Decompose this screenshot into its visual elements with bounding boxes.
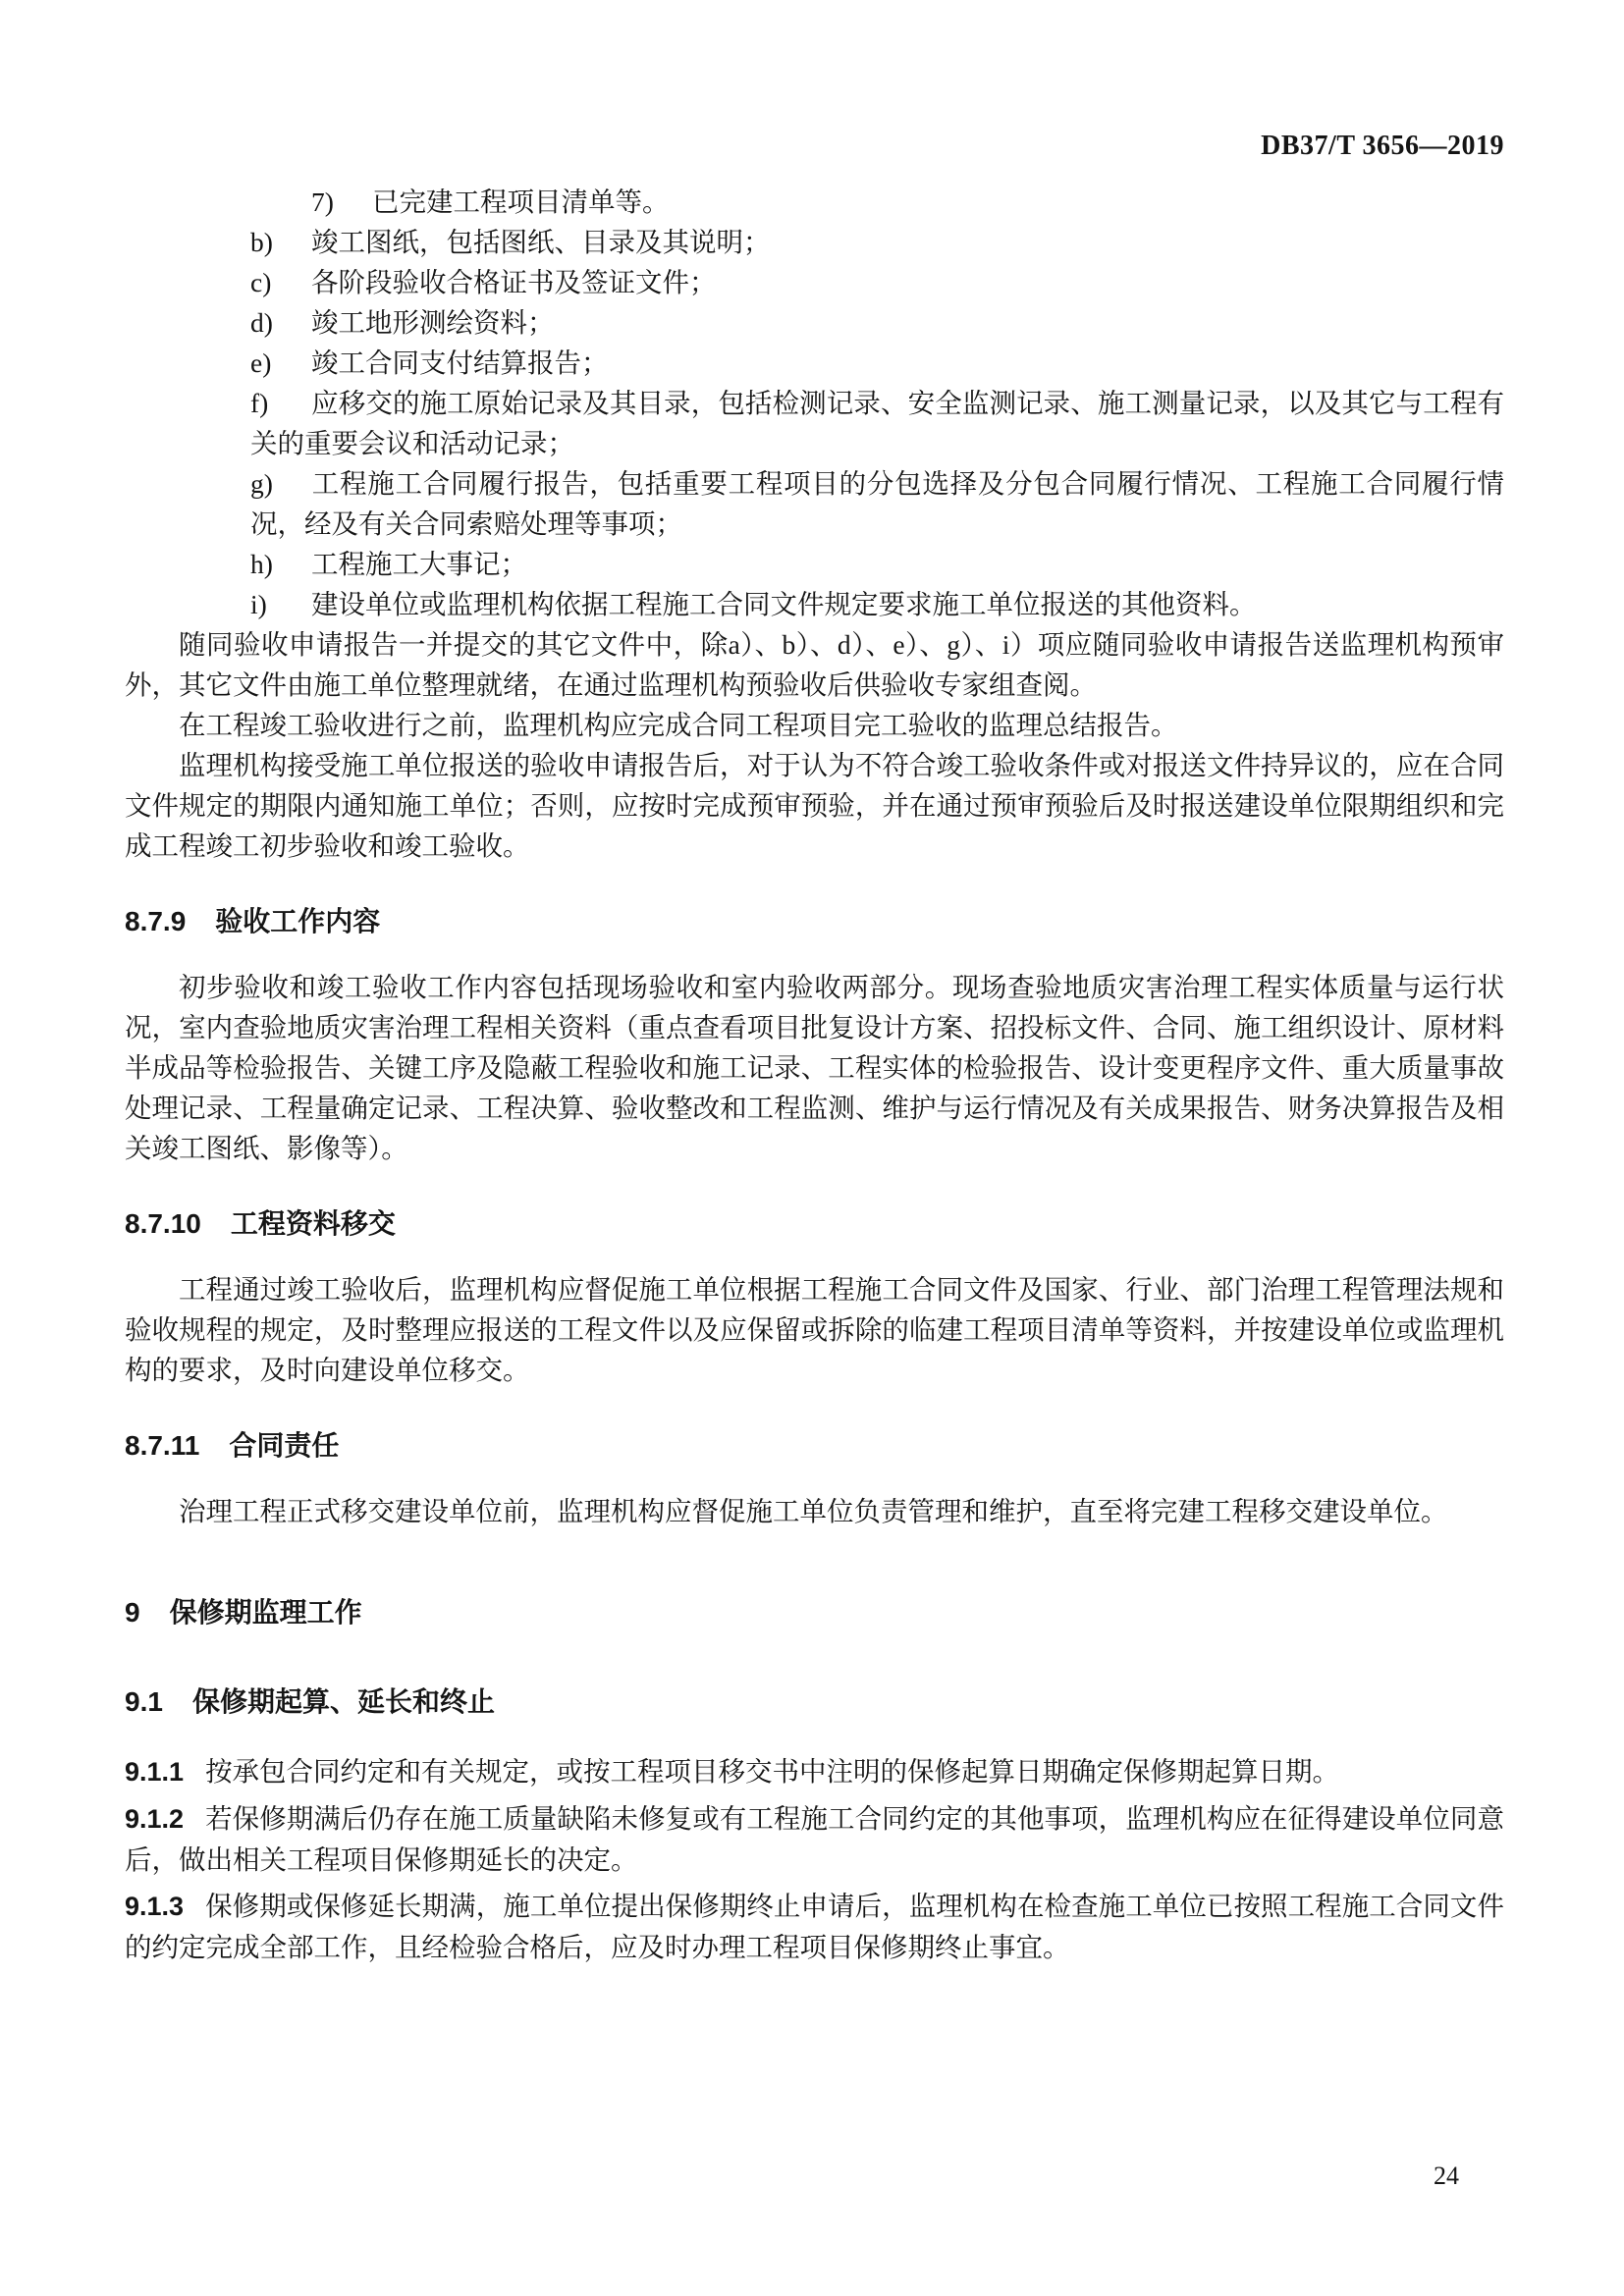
paragraph: 工程通过竣工验收后，监理机构应督促施工单位根据工程施工合同文件及国家、行业、部门治理工程管理法规和验收规程的规定，及时整理应报送的工程文件以及应保留或拆除的临建工程项目清单等资料，并按建设单位或监理机构的要求，及时向建设单位移交。 xyxy=(125,1274,1504,1385)
list-item-label: d) xyxy=(250,307,273,338)
list-item-text: 建设单位或监理机构依据工程施工合同文件规定要求施工单位报送的其他资料。 xyxy=(311,589,1257,619)
clause-text: 若保修期满后仍存在施工质量缺陷未修复或有工程施工合同约定的其他事项，监理机构应在征得建设单位同意后，做出相关工程项目保修期延长的决定。 xyxy=(125,1803,1504,1875)
section-number: 9.1 xyxy=(125,1686,163,1717)
list-item xyxy=(125,262,1504,302)
page-number: 24 xyxy=(1434,2162,1459,2190)
doc-code: DB37/T 3656—2019 xyxy=(1261,131,1504,161)
section-title: 合同责任 xyxy=(229,1430,340,1461)
list-item-label: e) xyxy=(250,347,272,378)
section-title: 工程资料移交 xyxy=(230,1208,396,1239)
list-item xyxy=(125,222,1504,262)
section-heading-8-7-10 xyxy=(125,1203,1504,1244)
list-item-text: 竣工图纸，包括图纸、目录及其说明； xyxy=(311,227,771,257)
list-item-text: 工程施工大事记； xyxy=(311,549,527,579)
list-item-text: 应移交的施工原始记录及其目录，包括检测记录、安全监测记录、施工测量记录，以及其它与工程有关的重要会议和活动记录； xyxy=(250,388,1504,458)
section-heading-8-7-11 xyxy=(125,1425,1504,1466)
paragraph: 在工程竣工验收进行之前，监理机构应完成合同工程项目完工验收的监理总结报告。 xyxy=(179,710,1178,740)
list-item-text: 已完建工程项目清单等。 xyxy=(372,187,670,217)
list-item xyxy=(125,584,1504,624)
list-item xyxy=(125,383,1504,463)
list-item-label: g) xyxy=(250,468,273,499)
list-item-text: 竣工合同支付结算报告； xyxy=(311,347,609,378)
clause-9-1-3 xyxy=(125,1886,1504,1967)
list-item-label: 7) xyxy=(311,187,334,217)
clause-9-1-1 xyxy=(125,1751,1504,1792)
clause-number: 9.1.1 xyxy=(125,1757,185,1787)
section-heading-9-1 xyxy=(125,1682,1504,1722)
paragraph: 初步验收和竣工验收工作内容包括现场验收和室内验收两部分。现场查验地质灾害治理工程实体质量与运行状况，室内查验地质灾害治理工程相关资料（重点查看项目批复设计方案、招投标文件、合同、施工组织设计、原材料半成品等检验报告、关键工序及隐蔽工程验收和施工记录、工程实体的检验报告、设计变更程序文件、重大质量事故处理记录、工程量确定记录、工程决算、验收整改和工程监测、维护与运行情况及有关成果报告、财务决算报告及相关竣工图纸、影像等）。 xyxy=(125,972,1504,1163)
list-item-text: 竣工地形测绘资料； xyxy=(311,307,555,338)
section-heading-8-7-9 xyxy=(125,901,1504,941)
section-number: 8.7.10 xyxy=(125,1208,201,1239)
chapter-title: 保修期监理工作 xyxy=(169,1597,362,1628)
section-title: 验收工作内容 xyxy=(215,906,381,936)
list-item xyxy=(125,544,1504,584)
clause-text: 按承包合同约定和有关规定，或按工程项目移交书中注明的保修起算日期确定保修期起算日期。 xyxy=(205,1756,1340,1787)
list-item-label: b) xyxy=(250,227,273,257)
list-item-label: h) xyxy=(250,549,273,579)
list-item xyxy=(125,463,1504,544)
section-number: 8.7.9 xyxy=(125,906,187,936)
paragraph: 监理机构接受施工单位报送的验收申请报告后，对于认为不符合竣工验收条件或对报送文件持异议的，应在合同文件规定的期限内通知施工单位；否则，应按时完成预审预验，并在通过预审预验后及时报送建设单位限期组织和完成工程竣工初步验收和竣工验收。 xyxy=(125,750,1504,861)
page-content xyxy=(125,182,1504,1967)
paragraph: 随同验收申请报告一并提交的其它文件中，除a）、b）、d）、e）、g）、i）项应随同验收申请报告送监理机构预审外，其它文件由施工单位整理就绪，在通过监理机构预验收后供验收专家组查阅。 xyxy=(125,629,1504,700)
section-number: 8.7.11 xyxy=(125,1430,200,1461)
list-item-label: f) xyxy=(250,388,269,418)
paragraph: 治理工程正式移交建设单位前，监理机构应督促施工单位负责管理和维护，直至将完建工程移交建设单位。 xyxy=(179,1496,1448,1526)
list-item xyxy=(125,182,1504,222)
list-item xyxy=(125,343,1504,383)
clause-number: 9.1.3 xyxy=(125,1892,185,1921)
list-item-text: 各阶段验收合格证书及签证文件； xyxy=(311,267,717,297)
list-item xyxy=(125,302,1504,343)
chapter-number: 9 xyxy=(125,1597,140,1628)
list-item-label: i) xyxy=(250,589,267,619)
list-item-label: c) xyxy=(250,267,272,297)
list-item-text: 工程施工合同履行报告，包括重要工程项目的分包选择及分包合同履行情况、工程施工合同履行情况，经及有关合同索赔处理等事项； xyxy=(250,468,1504,539)
clause-9-1-2 xyxy=(125,1798,1504,1880)
section-title: 保修期起算、延长和终止 xyxy=(191,1686,495,1717)
chapter-heading-9 xyxy=(125,1592,1504,1632)
clause-text: 保修期或保修延长期满，施工单位提出保修期终止申请后，监理机构在检查施工单位已按照工程施工合同文件的约定完成全部工作，且经检验合格后，应及时办理工程项目保修期终止事宜。 xyxy=(125,1891,1504,1962)
clause-number: 9.1.2 xyxy=(125,1804,185,1834)
